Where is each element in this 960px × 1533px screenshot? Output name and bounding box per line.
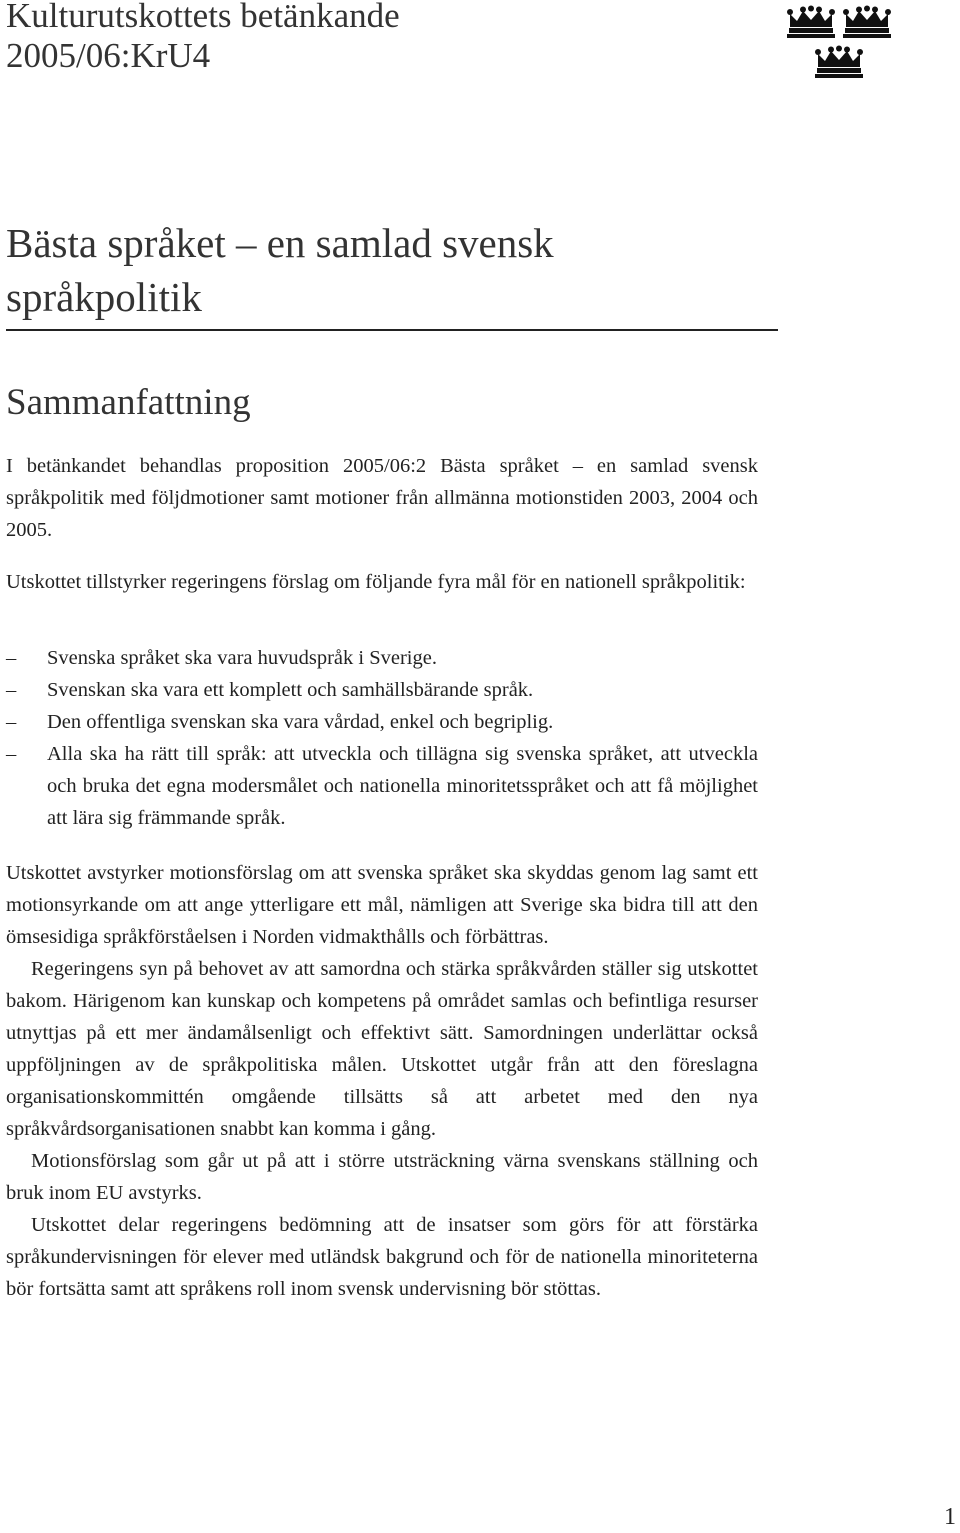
list-item (6, 706, 758, 738)
three-crowns-icon (786, 2, 896, 82)
intro-paragraph: I betänkandet behandlas proposition 2005/06:2 Bästa språket – en samlad svensk språkpolitik med följdmotioner samt motioner från allmänna motionstiden 2003, 2004 och 2005. (6, 455, 758, 541)
list-item (6, 642, 758, 674)
goal-text: Alla ska ha rätt till språk: att utveckla och tillägna sig svenska språket, att utveckla och bruka det egna modersmålet och nationella minoritetsspråket och att få möjlighet att lära sig främmande språk. (47, 743, 758, 829)
body-paragraph: Regeringens syn på behovet av att samordna och stärka språkvården ställer sig utskottet bakom. Härigenom kan kunskap och kompetens på området samlas och befintliga resurser utnyttjas på ett mer ändamålsenligt och effektivt sätt. Samordningen underlättar också uppföljningen av de språkpolitiska målen. Utskottet utgår från att den föreslagna organisationskommittén omgående tillsätts så att arbetet med den nya språkvårdsorganisationen snabbt kan komma i gång. (6, 958, 758, 1140)
report-number: 2005/06:KrU4 (6, 36, 211, 75)
title-divider (6, 329, 778, 331)
dash-bullet: – (6, 679, 17, 701)
dash-bullet: – (6, 711, 17, 733)
list-item (6, 738, 758, 834)
goals-intro-block (6, 566, 758, 598)
body-paragraph: Utskottet avstyrker motionsförslag om att svenska språket ska skyddas genom lag samt ett motionsyrkande om att ange ytterligare ett mål, nämligen att Sverige ska bidra till att den ömsesidiga språkförståelsen i Norden vidmakthålls och förbättras. (6, 862, 758, 948)
goal-text: Den offentliga svenskan ska vara vårdad, enkel och begriplig. (47, 711, 554, 733)
section-heading: Sammanfattning (6, 382, 251, 423)
intro-block (6, 450, 758, 546)
document-title-line-2: språkpolitik (6, 274, 202, 320)
list-item (6, 674, 758, 706)
report-series-title (6, 0, 400, 76)
report-series-title-line-1: Kulturutskottets betänkande (6, 0, 400, 35)
document-title (6, 216, 554, 324)
body-paragraph: Utskottet delar regeringens bedömning att de insatser som görs för att förstärka språkundervisningen för elever med utländsk bakgrund och för de nationella minoriteterna bör fortsätta samt att språkens roll inom svensk undervisning bör stöttas. (6, 1214, 758, 1300)
document-title-line-1: Bästa språket – en samlad svensk (6, 220, 554, 266)
body-paragraph: Motionsförslag som går ut på att i större utsträckning värna svenskans ställning och bruk inom EU avstyrks. (6, 1150, 758, 1204)
main-body (6, 857, 758, 1305)
goal-text: Svenskan ska vara ett komplett och samhällsbärande språk. (47, 679, 534, 701)
dash-bullet: – (6, 647, 17, 669)
goal-text: Svenska språket ska vara huvudspråk i Sverige. (47, 647, 437, 669)
goals-intro-paragraph: Utskottet tillstyrker regeringens förslag om följande fyra mål för en nationell språkpolitik: (6, 571, 746, 593)
goals-list (6, 642, 758, 834)
dash-bullet: – (6, 743, 17, 765)
page-number: 1 (944, 1504, 956, 1530)
